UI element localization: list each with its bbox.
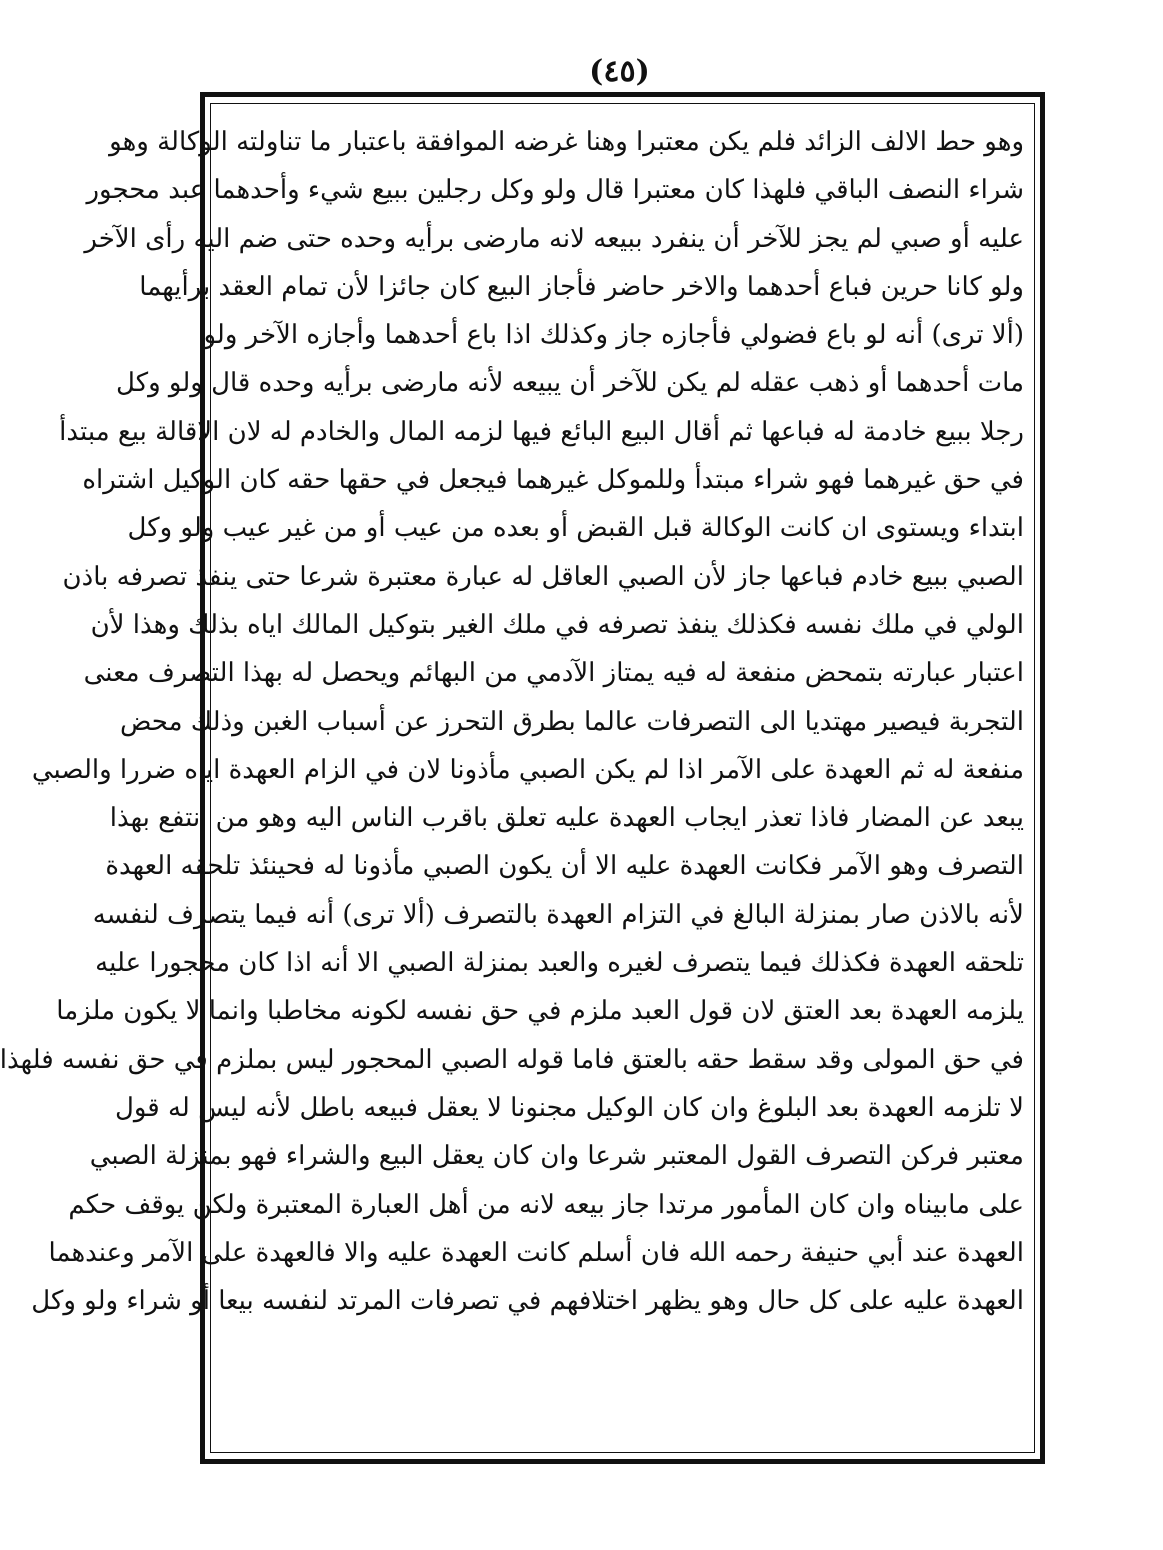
text-line: على مابيناه وان كان المأمور مرتدا جاز بيعه لانه من أهل العبارة المعتبرة ولكن يوقف حكم [68, 1189, 1024, 1220]
text-line: ولو كانا حرين فباع أحدهما والاخر حاضر فأجاز البيع كان جائزا لأن تمام العقد برأيهما [139, 271, 1024, 302]
text-line: معتبر فركن التصرف القول المعتبر شرعا وان كان يعقل البيع والشراء فهو بمنزلة الصبي [89, 1141, 1024, 1172]
text-line: عليه أو صبي لم يجز للآخر أن ينفرد ببيعه لانه مارضى برأيه وحده حتى ضم اليه رأى الآخر [84, 223, 1024, 254]
text-line: رجلا ببيع خادمة له فباعها ثم أقال البيع البائع فيها لزمه المال والخادم له لان الاقالة بيع مبتدأ [59, 416, 1024, 447]
page-number: (٤٥) [589, 54, 650, 89]
text-line: في حق غيرهما فهو شراء مبتدأ وللموكل غيرهما فيجعل في حقها حقه كان الوكيل اشتراه [82, 465, 1024, 496]
text-line: شراء النصف الباقي فلهذا كان معتبرا قال ولو وكل رجلين ببيع شيء وأحدهما عبد محجور [86, 175, 1024, 206]
text-line: الصبي ببيع خادم فباعها جاز لأن الصبي العاقل له عبارة معتبرة شرعا حتى ينفذ تصرفه باذن [62, 561, 1024, 592]
text-line: اعتبار عبارته بتمحض منفعة له فيه يمتاز الآدمي من البهائم ويحصل له بهذا التصرف معنى [83, 658, 1024, 689]
text-line: تلحقه العهدة فكذلك فيما يتصرف لغيره والعبد بمنزلة الصبي الا أنه اذا كان محجورا عليه [95, 948, 1024, 979]
text-line: ابتداء ويستوى ان كانت الوكالة قبل القبض أو بعده من عيب أو من غير عيب ولو وكل [127, 513, 1024, 544]
text-line: لا تلزمه العهدة بعد البلوغ وان كان الوكيل مجنونا لا يعقل فبيعه باطل لأنه ليس له قول [114, 1092, 1024, 1123]
text-line: لأنه بالاذن صار بمنزلة البالغ في التزام العهدة بالتصرف (ألا ترى) أنه فيما يتصرف لنفسه [92, 899, 1024, 930]
text-line: يبعد عن المضار فاذا تعذر ايجاب العهدة عليه تعلق باقرب الناس اليه وهو من انتفع بهذا [109, 803, 1024, 834]
text-line: الولي في ملك نفسه فكذلك ينفذ تصرفه في ملك الغير بتوكيل المالك اياه بذلك وهذا لأن [90, 609, 1024, 640]
text-line: العهدة عليه على كل حال وهو يظهر اختلافهم في تصرفات المرتد لنفسه بيعا أو شراء ولو وكل [31, 1286, 1024, 1317]
body-text [0, 118, 1028, 1448]
text-line: التصرف وهو الآمر فكانت العهدة عليه الا أن يكون الصبي مأذونا له فحينئذ تلحقه العهدة [105, 851, 1024, 882]
text-line: التجربة فيصير مهتديا الى التصرفات عالما بطرق التحرز عن أسباب الغبن وذلك محض [119, 706, 1024, 737]
text-line: في حق المولى وقد سقط حقه بالعتق فاما قوله الصبي المحجور ليس بملزم في حق نفسه فلهذا [0, 1044, 1024, 1075]
text-line: (ألا ترى) أنه لو باع فضولي فأجازه جاز وكذلك اذا باع أحدهما وأجازه الآخر ولو [203, 320, 1024, 351]
text-line: العهدة عند أبي حنيفة رحمه الله فان أسلم كانت العهدة عليه والا فالعهدة على الآمر وعندهما [48, 1237, 1024, 1268]
text-line: مات أحدهما أو ذهب عقله لم يكن للآخر أن يبيعه لأنه مارضى برأيه وحده قال ولو وكل [116, 368, 1024, 399]
text-line: منفعة له ثم العهدة على الآمر اذا لم يكن الصبي مأذونا لان في الزام العهدة اياه ضررا والصبي [31, 754, 1024, 785]
text-line: وهو حط الالف الزائد فلم يكن معتبرا وهنا غرضه الموافقة باعتبار ما تناولته الوكالة وهو [109, 127, 1024, 157]
text-line: يلزمه العهدة بعد العتق لان قول العبد ملزم في حق نفسه لكونه مخاطبا وانما لا يكون ملزما [56, 996, 1024, 1027]
